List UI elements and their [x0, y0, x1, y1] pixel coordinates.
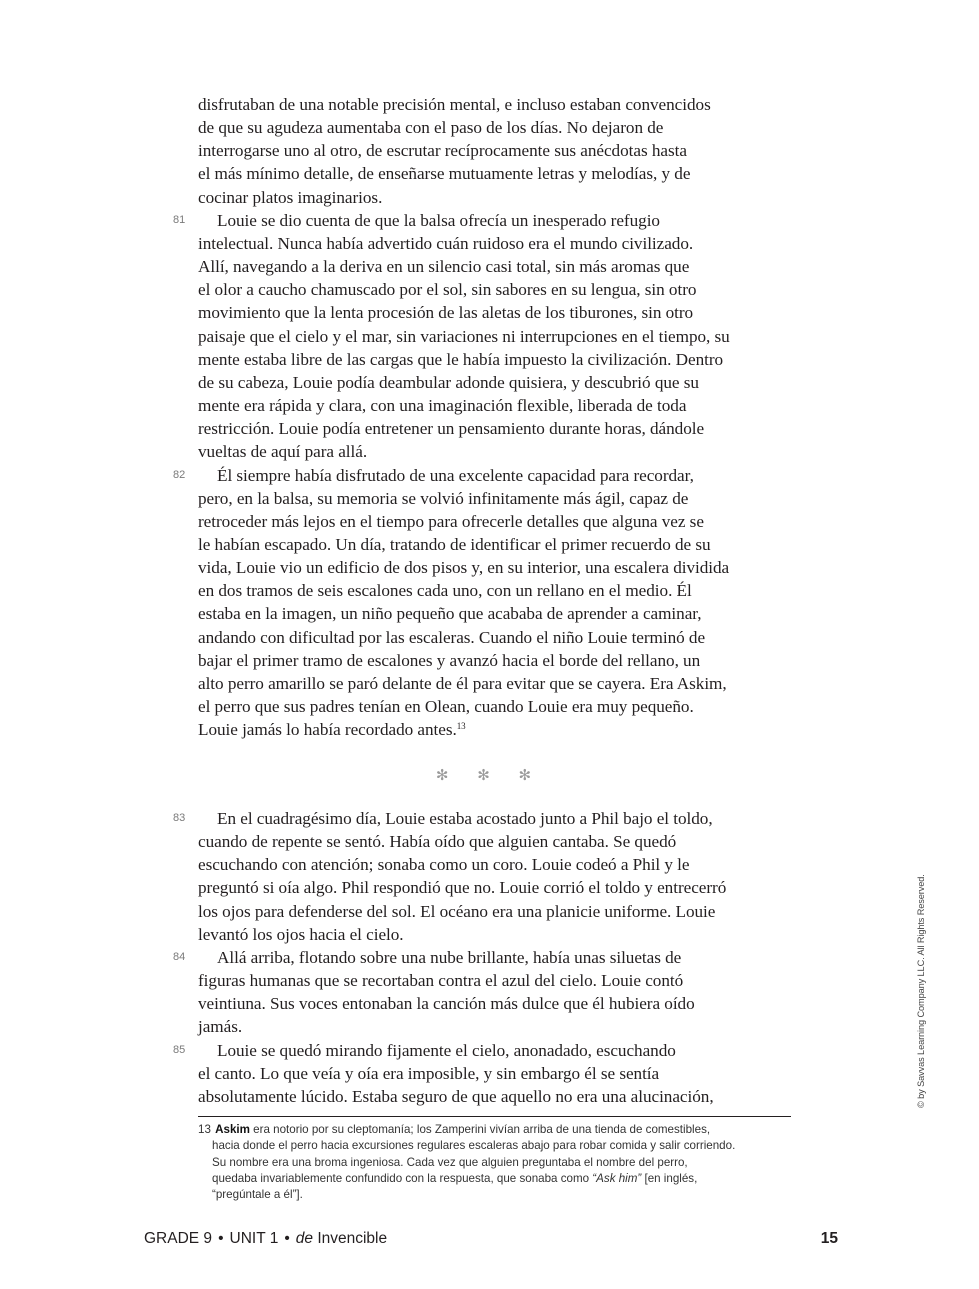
text-line: preguntó si oía algo. Phil respondió que no. Louie corrió el toldo y entrecerró — [198, 878, 727, 898]
text-line: el canto. Lo que veía y oía era imposible, y sin embargo él se sentía — [198, 1063, 660, 1083]
text-line: Él siempre había disfrutado de una excelente capacidad para recordar, — [217, 465, 694, 485]
footnote-text: quedaba invariablemente confundido con la respuesta, que sonaba como — [212, 1171, 593, 1185]
text-line: de su cabeza, Louie podía deambular adonde quisiera, y descubrió que su — [198, 372, 699, 392]
text-line: bajar el primer tramo de escalones y avanzó hacia el borde del rellano, un — [198, 650, 701, 670]
text-line: mente estaba libre de las cargas que le había impuesto la civilización. Dentro — [198, 349, 724, 369]
text-line: Louie se dio cuenta de que la balsa ofrecía un inesperado refugio — [217, 210, 660, 230]
footnote-line — [198, 1122, 790, 1138]
paragraph-number: 82 — [173, 468, 186, 481]
footer-title: Invencible — [317, 1230, 388, 1247]
footnote-line: Su nombre era una broma ingeniosa. Cada vez que alguien preguntaba el nombre del perro, — [212, 1155, 688, 1169]
footnote-number: 13 — [198, 1123, 211, 1136]
footer-de: de — [295, 1230, 313, 1247]
text-line: cuando de repente se sentó. Había oído que alguien cantaba. Se quedó — [198, 832, 677, 852]
page-footer — [144, 1230, 838, 1252]
text-line: veintiuna. Sus voces entonaban la canción más dulce que él hubiera oído — [198, 994, 695, 1014]
text-line: le habían escapado. Un día, tratando de identificar el primer recuerdo de su — [198, 534, 711, 554]
text-line: movimiento que la lenta procesión de las aletas de los tiburones, sin otro — [198, 303, 694, 323]
text-line: el perro que sus padres tenían en Olean, cuando Louie era muy pequeño. — [198, 697, 694, 717]
text-line: los ojos para defenderse del sol. El océano era una planicie uniforme. Louie — [198, 901, 716, 921]
footnote-rule — [198, 1116, 791, 1117]
text-line: Allá arriba, flotando sobre una nube brillante, había unas siluetas de — [217, 947, 682, 967]
text-line: en dos tramos de seis escalones cada uno, con un rellano en el medio. Él — [198, 581, 692, 601]
text-line: paisaje que el cielo y el mar, sin variaciones ni interrupciones en el tiempo, su — [198, 326, 730, 346]
footnote-line: hacia donde el perro hacia excursiones regulares escaleras abajo para robar comida y salir corriendo. — [212, 1139, 736, 1153]
footer-grade: GRADE 9 — [144, 1230, 213, 1247]
footnote-text: era notorio por su cleptomanía; los Zamperini vivían arriba de una tienda de comestibles, — [249, 1123, 711, 1136]
text-line: figuras humanas que se recortaban contra el azul del cielo. Louie contó — [198, 971, 684, 991]
text-line: disfrutaban de una notable precisión mental, e incluso estaban convencidos — [198, 95, 711, 114]
paragraph — [173, 946, 798, 1039]
paragraph — [173, 209, 798, 464]
text-line: En el cuadragésimo día, Louie estaba acostado junto a Phil bajo el toldo, — [217, 809, 713, 828]
footnote-13 — [198, 1122, 790, 1203]
text-line: interrogarse uno al otro, de escrutar recíprocamente sus anécdotas hasta — [198, 141, 687, 161]
text-line: intelectual. Nunca había advertido cuán ruidoso era el mundo civilizado. — [198, 233, 694, 253]
text-line: el olor a caucho chamuscado por el sol, sin sabores en su lengua, sin otro — [198, 280, 697, 300]
text-line: Louie se quedó mirando fijamente el cielo, anonadado, escuchando — [217, 1040, 676, 1060]
text-line: restricción. Louie podía entretener un pensamiento durante horas, dándole — [198, 419, 705, 439]
paragraph-number: 85 — [173, 1043, 186, 1056]
main-text-bottom — [173, 807, 798, 1108]
footnote-ask-him: “Ask him” — [592, 1171, 642, 1185]
footnote-reference[interactable]: 13 — [456, 721, 466, 732]
paragraph — [198, 93, 798, 209]
text-line: el más mínimo detalle, de enseñarse mutuamente letras y melodías, y de — [198, 164, 691, 184]
text-line: levantó los ojos hacia el cielo. — [198, 924, 404, 944]
paragraph — [173, 807, 798, 946]
text-line: Louie jamás lo había recordado antes. — [198, 720, 457, 740]
text-line: cocinar platos imaginarios. — [198, 187, 383, 207]
footnote-line — [198, 1171, 790, 1187]
text-line: mente era rápida y clara, con una imaginación flexible, liberada de toda — [198, 396, 687, 416]
text-line: de que su agudeza aumentaba con el paso de los días. No dejaron de — [198, 118, 664, 138]
section-separator: ✻ ✻ ✻ — [435, 766, 544, 784]
text-line: estaba en la imagen, un niño pequeño que acababa de aprender a caminar, — [198, 604, 702, 624]
footer-bullet: • — [284, 1230, 290, 1247]
text-line: escuchando con atención; sonaba como un coro. Louie codeó a Phil y le — [198, 855, 690, 875]
footer-breadcrumb — [144, 1230, 387, 1248]
main-text-top — [173, 93, 798, 741]
text-line: jamás. — [198, 1017, 243, 1037]
text-line: andando con dificultad por las escaleras. Cuando el niño Louie terminó de — [198, 627, 706, 647]
page-number: 15 — [820, 1230, 838, 1247]
text-line: alto perro amarillo se paró delante de él para evitar que se cayera. Era Askim, — [198, 673, 727, 693]
text-line: vueltas de aquí para allá. — [198, 442, 368, 462]
footnote-text: [en inglés, — [641, 1171, 698, 1185]
paragraph-number: 83 — [173, 812, 186, 824]
paragraph-number: 81 — [173, 213, 186, 226]
text-line: absolutamente lúcido. Estaba seguro de que aquello no era una alucinación, — [198, 1086, 714, 1106]
paragraph — [173, 464, 798, 742]
paragraph — [173, 1039, 798, 1108]
copyright-notice: © by Savvas Learning Company LLC. All Rights Reserved. — [916, 874, 926, 1108]
footnote-line: “pregúntale a él”]. — [212, 1188, 303, 1202]
paragraph-number: 84 — [173, 950, 186, 963]
text-line: vida, Louie vio un edificio de dos pisos y, en su interior, una escalera dividida — [198, 558, 730, 578]
text-line: Allí, navegando a la deriva en un silencio casi total, sin más aromas que — [198, 257, 690, 277]
text-line: retroceder más lejos en el tiempo para ofrecerle detalles que alguna vez se — [198, 511, 704, 531]
text-line: pero, en la balsa, su memoria se volvió infinitamente más ágil, capaz de — [198, 488, 689, 508]
footnote-term: Askim — [215, 1123, 250, 1136]
footer-unit: UNIT 1 — [229, 1230, 279, 1247]
footer-bullet: • — [218, 1230, 224, 1247]
